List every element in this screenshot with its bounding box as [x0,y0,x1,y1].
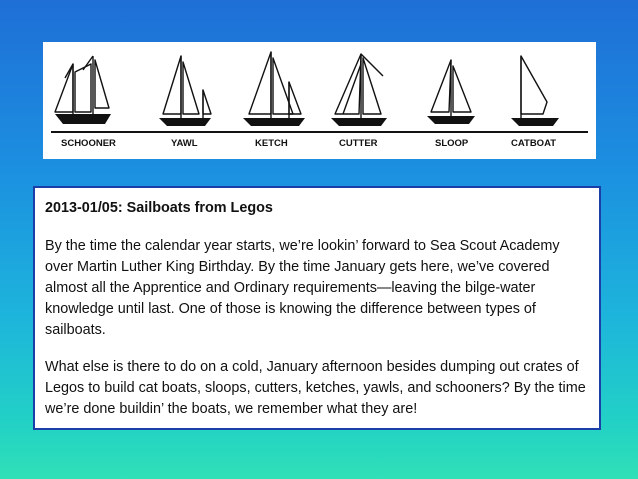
cutter-icon [331,54,387,126]
label-yawl: YAWL [171,138,198,149]
sailboat-types-figure [43,42,596,159]
catboat-icon [511,56,559,126]
schooner-icon [55,56,111,124]
label-cutter: CUTTER [339,138,378,149]
sailboat-diagram [43,42,596,159]
description-box [33,186,601,430]
paragraph-2: What else is there to do on a cold, January afternoon besides dumping out crates of Legos to build cat boats, sloops, cutters, ketches, yawls, and schooners? By the time we’re done buildin’ the boats, we remember what they are! [45,359,586,417]
label-schooner: SCHOONER [61,138,116,149]
sloop-icon [427,60,475,124]
label-catboat: CATBOAT [511,138,557,149]
post-title: 2013-01/05: Sailboats from Legos [45,200,273,216]
paragraph-1: By the time the calendar year starts, we’re lookin’ forward to Sea Scout Academy over Martin Luther King Birthday. By the time January gets here, we’ve covered almost all the Apprentice and Ordinary requirements—leaving the bilge-water knowledge until last. One of those is knowing the difference between types of sailboats. [45,238,560,338]
label-sloop: SLOOP [435,138,469,149]
yawl-icon [159,56,211,126]
label-ketch: KETCH [255,138,288,149]
ketch-icon [243,52,305,126]
